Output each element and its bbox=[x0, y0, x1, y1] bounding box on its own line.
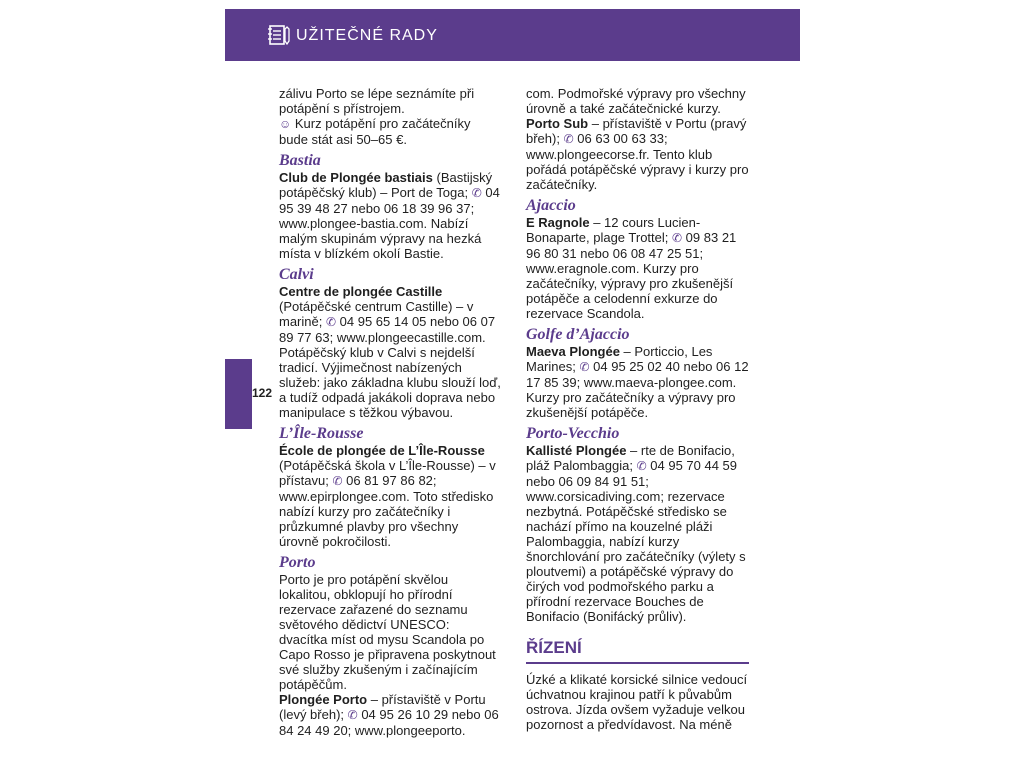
phone-icon: ✆ bbox=[332, 474, 343, 488]
entry-text bbox=[279, 443, 501, 549]
entry-contact: 06 63 00 63 33; www.plongeecorse.fr. Tento klub pořádá potápěčské výpravy i kurzy pro začátečníky. bbox=[526, 131, 749, 192]
entry-ajaccio bbox=[526, 197, 754, 321]
left-column bbox=[279, 86, 501, 738]
notepad-icon bbox=[267, 24, 291, 46]
entry-text bbox=[279, 170, 501, 261]
entry-text bbox=[279, 284, 501, 420]
entry-contact: 04 95 25 02 40 nebo 06 12 17 85 39; www.maeva-plongee.com. Kurzy pro začátečníky a výpravy pro zkušenější potápěče. bbox=[526, 359, 749, 420]
club-name: Centre de plongée Castille bbox=[279, 284, 443, 299]
entry-text bbox=[526, 116, 754, 192]
phone-icon: ✆ bbox=[563, 132, 574, 146]
club-name: École de plongée de L’Île-Rousse bbox=[279, 443, 485, 458]
entry-contact: 06 81 97 86 82; www.epirplongee.com. Toto středisko nabízí kurzy pro začátečníky i průzkumné plavby pro všechny úrovně pokročilosti. bbox=[279, 473, 494, 549]
club-name: Kallisté Plongée bbox=[526, 443, 627, 458]
entry-details: (Bastijský potápěčský klub) – Port de Toga; bbox=[279, 170, 493, 200]
section-body: Úzké a klikaté korsické silnice vedoucí úchvatnou krajinou patří k půvabům ostrova. Jízda ovšem vyžaduje velkou pozornost a předvídavost. Na méně bbox=[526, 672, 748, 732]
section-header-bar bbox=[225, 9, 800, 61]
entry-contact: 04 95 70 44 59 nebo 06 09 84 91 51; www.corsicadiving.com; rezervace nezbytná. Potápěčské středisko se nachází přímo na kouzelné pláži Palombaggia, nabízí kurzy šnorchlování pro začátečníky (výlety s ploutvemi) a potápěčské výpravy do čirých vod podmořského parku a přírodní rezervace Bouches de Bonifacio (Bonifácký průliv). bbox=[526, 458, 746, 624]
entry-text bbox=[526, 443, 754, 624]
phone-icon: ✆ bbox=[672, 231, 683, 245]
entry-porto bbox=[279, 554, 501, 738]
location-heading: Calvi bbox=[279, 266, 314, 283]
entry-details: – přístaviště v Portu (levý břeh); bbox=[279, 692, 486, 722]
entry-details: – 12 cours Lucien-Bonaparte, plage Trottel; bbox=[526, 215, 701, 245]
location-heading: Ajaccio bbox=[526, 197, 576, 214]
entry-calvi bbox=[279, 266, 501, 420]
phone-icon: ✆ bbox=[579, 360, 590, 374]
phone-icon: ✆ bbox=[325, 315, 337, 329]
location-heading: L’Île-Rousse bbox=[279, 425, 364, 442]
club-name: Club de Plongée bastiais bbox=[279, 170, 433, 185]
entry-details: – přístaviště v Portu (pravý břeh); bbox=[526, 116, 747, 146]
location-heading: Porto-Vecchio bbox=[526, 425, 620, 442]
intro-paragraph bbox=[279, 86, 501, 147]
entry-contact: 04 95 26 10 29 nebo 06 84 24 49 20; www.plongeeporto. bbox=[279, 707, 499, 738]
phone-icon: ✆ bbox=[636, 459, 647, 473]
continued-text: com. Podmořské výpravy pro všechny úrovně a také začátečnické kurzy. bbox=[526, 86, 746, 116]
entry-golfe-ajaccio bbox=[526, 326, 754, 420]
entry-text bbox=[526, 215, 754, 321]
location-heading: Bastia bbox=[279, 152, 321, 169]
section-title-driving: ŘÍZENÍ bbox=[526, 638, 749, 664]
entry-contact: 04 95 39 48 27 nebo 06 18 39 96 37; www.plongee-bastia.com. Nabízí malým skupinám výpravy na hezká místa v blízkém okolí Bastie. bbox=[279, 185, 500, 261]
club-name: Plongée Porto bbox=[279, 692, 368, 707]
location-heading: Porto bbox=[279, 554, 316, 571]
page-edge-tab bbox=[225, 359, 252, 429]
location-heading: Golfe d’Ajaccio bbox=[526, 326, 630, 343]
club-name: Porto Sub bbox=[526, 116, 589, 131]
intro-line: zálivu Porto se lépe seznámíte při bbox=[279, 86, 475, 101]
entry-porto-vecchio bbox=[526, 425, 754, 624]
entry-details: (Potápěčské centrum Castille) – v marině; bbox=[279, 299, 474, 329]
entry-details: – rte de Bonifacio, pláž Palombaggia; bbox=[526, 443, 735, 473]
club-name: Maeva Plongée bbox=[526, 344, 620, 359]
intro-line: potápění s přístrojem. bbox=[279, 101, 405, 116]
price-tip: Kurz potápění pro začátečníky bude stát asi 50–65 €. bbox=[279, 116, 471, 147]
entry-bastia bbox=[279, 152, 501, 261]
entry-text bbox=[526, 344, 754, 420]
money-icon: ☺ bbox=[279, 117, 292, 131]
club-name: E Ragnole bbox=[526, 215, 590, 230]
right-column bbox=[526, 86, 754, 732]
phone-icon: ✆ bbox=[347, 708, 358, 722]
entry-details: (Potápěčská škola v L’Île-Rousse) – v přístavu; bbox=[279, 458, 496, 488]
entry-text bbox=[279, 692, 501, 738]
section-header-title: UŽITEČNÉ RADY bbox=[296, 27, 438, 44]
phone-icon: ✆ bbox=[471, 186, 482, 200]
entry-contact: 09 83 21 96 80 31 nebo 06 08 47 25 51; www.eragnole.com. Kurzy pro začátečníky, výpravy pro zkušenější potápěče a celodenní exkurze do rezervace Scandola. bbox=[526, 230, 737, 321]
entry-contact: 04 95 65 14 05 nebo 06 07 89 77 63; www.plongeecastille.com. Potápěčský klub v Calvi s nejdelší tradicí. Výjimečnost nabízených služeb: jako základna klubu slouží loď, a tudíž odpadá jakákoli doprava nebo manipulace s těžkou výbavou. bbox=[279, 314, 501, 420]
entry-ile-rousse bbox=[279, 425, 501, 549]
page-number: 122 bbox=[252, 386, 273, 400]
entry-details: – Porticcio, Les Marines; bbox=[526, 344, 713, 374]
location-intro: Porto je pro potápění skvělou lokalitou, obklopují ho přírodní rezervace zařazené do seznamu světového dědictví UNESCO: dvacítka míst od mysu Scandola po Capo Rosso je připravena poskytnout své služby zkušeným i začínajícím potápěčům. bbox=[279, 572, 496, 692]
